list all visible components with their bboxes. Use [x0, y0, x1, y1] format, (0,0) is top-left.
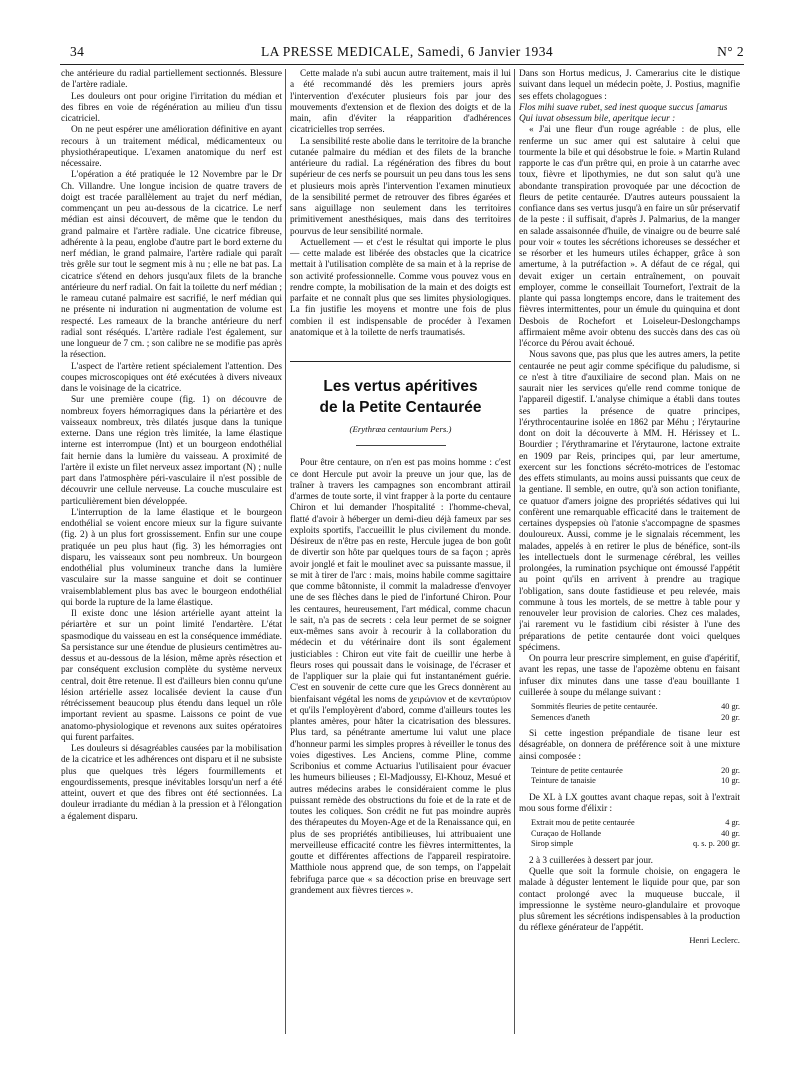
author-signature: Henri Leclerc. [689, 934, 740, 945]
column-divider [514, 69, 515, 1034]
paragraph: Nous savons que, pas plus que les autres amers, la petite centaurée ne peut agir comme spécifique du paludisme, si ce n'est à titre d'auxiliaire de second plan. Mais on ne saurait nier les services qu'elle rend comme tonique de l'appareil digestif. L'analyse chimique a établi dans toutes ses parties la présence de quatre principes, l'érythrocentaurine isolée en 1862 par Méhu ; l'érytaurine dont on doit la découverte à MM. H. Hérissey et L. Bourdier ; l'érythramarine et l'érytaurone, lactone extraite en 1909 par Reis, principes qui, par leur amertume, exercent sur les fonctions sécréto-motrices de l'estomac des effets stimulants, au moins aussi puissants que ceux de la gentiane. Il semble, en outre, qu'à son action tonifiante, ce quatuor d'amers joigne des propriétés sédatives qui lui confèrent une remarquable efficacité dans le traitement de certaines dyspepsies où l'atonie s'accompagne de spasmes douloureux. Aussi, comme je le signalais récemment, les malades, appelés à en retirer le plus de bénéfice, sont-ils les intellectuels dont le surmenage cérébral, les veilles prolongées, la rumination psychique ont émoussé l'appétit au point qu'ils en arrivent à prendre au tragique l'obligation, sans doute fastidieuse et peu relevée, mais commune à tous les mortels, de se mettre à table pour y renouveler leur provision de calories. Chez ces malades, j'ai rarement vu le fastidium cibi résister à l'une des préparations de petite centaurée dont voici quelques spécimens. [519, 350, 740, 653]
column-1 [61, 69, 282, 1034]
recipe-row: Sirop simple q. s. p. 200 gr. [531, 839, 740, 849]
paragraph: Quelle que soit la formule choisie, on engagera le malade à déguster lentement le liquide pour que, par son contact prolongé avec la muqueuse buccale, il impressionne le système neuro-glandulaire et provoque plus sûrement les sécrétions indispensables à la production du réflexe générateur de l'appétit. [519, 867, 740, 934]
paragraph: De XL à LX gouttes avant chaque repas, soit à l'extrait mou sous forme d'élixir : [519, 792, 740, 814]
recipe-table [519, 766, 740, 787]
recipe-row: Curaçao de Hollande 40 gr. [531, 828, 740, 838]
paragraph: Sur une première coupe (fig. 1) on découvre de nombreux foyers hémorragiques dans la périartère et des vaisseaux nombreux, très dilatés jusque dans la tunique externe. Dans une région très limitée, la lame élastique interne est interrompue (Int) et un bourgeon endothélial fait hernie dans la lumière du vaisseau. A proximité de l'artère il existe un filet nerveux assez important (N) ; nulle part dans l'atmosphère péri-vasculaire il n'est possible de découvrir une cellule nerveuse. La couche musculaire est particulièrement bien développée. [61, 395, 282, 507]
article-subtitle: (Erythræa centaurium Pers.) [349, 424, 452, 434]
paragraph: Cette malade n'a subi aucun autre traitement, mais il lui a été recommandé dès les premiers jours après l'intervention d'exécuter plusieurs fois par jour des mouvements d'extension et de flexion des doigts et de la main, afin d'éviter la réapparition d'adhérences cicatricielles trop serrées. [290, 69, 511, 136]
page-number: 34 [70, 44, 85, 59]
recipe-row: Extrait mou de petite centaurée 4 gr. [531, 818, 740, 828]
journal-title: LA PRESSE MEDICALE, Samedi, 6 Janvier 1934 [260, 44, 554, 59]
paragraph: La sensibilité reste abolie dans le territoire de la branche cutanée palmaire du médian et des filets de la branche antérieure du radial. La régénération des fibres du bout supérieur de ces nerfs se poursuit un peu dans tous les sens et plusieurs mois après l'intervention l'examen minutieux de la sensibilité permet de retrouver des fibres égarées et sans aiguillage non seulement dans les territoires primitivement anesthésiques, mais dans des territoires pourvus de leur sensibilité normale. [290, 136, 511, 237]
subtitle-rule [356, 445, 446, 446]
recipe-table [519, 702, 740, 723]
header-rule [60, 64, 744, 65]
recipe-row: Sommités fleuries de petite centaurée. 40 gr. [531, 702, 740, 711]
article-title-line-2: de la Petite Centaurée [319, 399, 482, 416]
paragraph: Pour être centaure, on n'en est pas moins homme : c'est ce dont Hercule put avoir la preuve un jour que, las de traîner à travers les campagnes son encombrant attirail d'armes de toute sorte, il vint frapper à la porte du centaure Chiron et lui demander l'hospitalité : l'homme-cheval, flatté d'avoir à héberger un demi-dieu déjà fameux par ses exploits sportifs, l'accueillit le plus civilement du monde. Désireux de n'être pas en reste, Hercule jugea de bon goût de divertir son hôte par quelques tours de sa façon ; après avoir jonglé et fait le moulinet avec sa puissante massue, il se mit à tirer de l'arc : mais, moins habile comme sagittaire que comme bâtonniste, il commit la maladresse d'envoyer une de ses flèches dans le pied de l'infortuné Chiron. Pour les centaures, heureusement, l'art médical, comme chacun le sait, n'a pas de secrets : cela leur permet de se soigner eux-mêmes sans avoir à recourir à la collaboration du médecin et du vétérinaire dont ils sont également justiciables : Chiron eut vite fait de cueillir une herbe à fleurs roses qui poussait dans le voisinage, de l'écraser et de l'appliquer sur la plaie qui fut instantanément guérie. C'est en souvenir de cette cure que les Grecs donnèrent au bienfaisant végétal les noms de χειρώνιον et de κενταύριον et qu'ils l'employèrent d'abord, comme d'ailleurs toutes les plantes amères, pour hâter la cicatrisation des blessures. Plus tard, sa pénétrante amertume lui valut une place d'honneur parmi les simples propres à réveiller le tonus des voies digestives. Les Anciens, comme Pline, comme Scribonius et comme Actuarius l'utilisaient pour évacuer les humeurs bilieuses ; El-Madjoussy, El-Khouz, Mesué et autres médecins arabes le considéraient comme le plus puissant remède des obstructions du foie et de la rate et de toutes les coliques. Son crédit ne fut pas moindre auprès des thérapeutes du Moyen-Age et de la Renaissance qui, en plus de ses propriétés antibilieuses, lui attribuaient une merveilleuse efficacité contre les fièvres intermittentes, la goutte et différentes affections de l'appareil respiratoire. Matthiole nous apprend que, de son temps, on l'appelait febrifuga parce que « sa décoction prise en breuvage sert grandement aux fièvres tierces ». [290, 458, 511, 896]
paragraph: On ne peut espérer une amélioration définitive en ayant recours à un traitement médical, médicamenteux ou physiothérapeutique. L'examen anatomique du nerf est nécessaire. [61, 125, 282, 169]
recipe-row: Semences d'aneth 20 gr. [531, 712, 740, 722]
paragraph: Les douleurs si désagréables causées par la mobilisation de la cicatrice et les adhérences ont disparu et il ne subsiste plus que quelques très légers fourmillements et engourdissements, presque inévitables lorsqu'un nerf a été atteint, ouvert et que des fibres ont été sectionnées. La douleur irradiante du médian à la pression et à l'élongation a également disparu. [61, 744, 282, 822]
paragraph: Les douleurs ont pour origine l'irritation du médian et des fibres en voie de régénération au milieu d'un tissu cicatriciel. [61, 91, 282, 124]
article-separator [290, 361, 511, 362]
recipe-row: Teinture de tanaisie 10 gr. [531, 776, 740, 786]
paragraph: 2 à 3 cuillerées à dessert par jour. [529, 855, 653, 866]
recipe-table [519, 818, 740, 850]
latin-verse-line: Qui iuvat obsessum bile, aperitque iecur : [519, 114, 676, 124]
paragraph: che antérieure du radial partiellement sectionnés. Blessure de l'artère radiale. [61, 69, 282, 91]
paragraph: Dans son Hortus medicus, J. Camerarius cite le distique suivant dans lequel un médecin poète, J. Postius, magnifie ses effets cholagogues : [519, 69, 740, 102]
issue-number: N° 2 [717, 44, 744, 59]
latin-verse-line: Flos mihi suave rubet, sed inest quoque succus [amarus [519, 102, 728, 113]
paragraph: Il existe donc une lésion artérielle ayant atteint la périartère et sur un point limité l'endartère. L'état spasmodique du vaisseau en est la conséquence immédiate. Sa persistance sur une étendue de plusieurs centimètres au-dessus et au-dessous de la lésion, même après résection et par conséquent exclusion complète du système nerveux central, doit être retenue. Il est d'ailleurs bien connu qu'une lésion artérielle assez localisée devient la cause d'un rétrécissement beaucoup plus étendu dans lequel un rôle important revient au spasme. Laissons ce point de vue anatomo-physiologique et revenons aux suites opératoires qui furent parfaites. [61, 609, 282, 743]
article-title-line-1: Les vertus apéritives [323, 378, 478, 395]
paragraph: Si cette ingestion prépandiale de tisane leur est désagréable, on donnera de préférence soit à une mixture ainsi composée : [519, 729, 740, 762]
paragraph: L'aspect de l'artère retient spécialement l'attention. Des coupes microscopiques ont été exécutées à divers niveaux dans le voisinage de la cicatrice. [61, 361, 282, 394]
paragraph: « J'ai une fleur d'un rouge agréable : de plus, elle renferme un suc amer qui est salutaire à celui que tourmente la bile et qui désobstrue le foie. » Martin Ruland rapporte le cas d'un prêtre qui, en proie à un catarrhe avec toux, fièvre et lipothymies, ne dut son salut qu'à une abondante transpiration provoquée par une décoction de fleurs de petite centaurée. D'autres auteurs poussaient la confiance dans ses vertus jusqu'à en faire un sûr préservatif de la peste : il suffisait, d'après J. Palmarius, de la manger en salade assaisonnée d'huile, de vinaigre ou de beurre salé pour voir « toutes les sécrétions ichoreuses se dessécher et se résorber et les humeurs utiles échapper, grâce à son amertume, à la putréfaction ». A défaut de ce régal, qui devait exiger un certain entraînement, on pouvait employer, comme le conseillait Tournefort, l'extrait de la plante qui passa longtemps encore, dans le traitement des fièvres intermittentes, pour un émule du quinquina et dont Desbois de Rochefort et Loiseleur-Deslongchamps affirmaient même avoir obtenu des succès dans des cas où l'écorce du Pérou avait échoué. [519, 125, 740, 349]
paragraph: L'interruption de la lame élastique et le bourgeon endothélial se voient encore mieux sur la figure suivante (fig. 2) à un plus fort grossissement. Enfin sur une coupe pratiquée un peu plus haut (fig. 3) les hémorragies ont disparu, les vaisseaux sont peu nombreux. Un bourgeon endothélial plus volumineux tranche dans la lumière vasculaire sur la masse sanguine et doit se continuer vraisemblablement plus bas avec le bourgeon endothélial qui borde la rupture de la lame élastique. [61, 507, 282, 608]
recipe-row: Teinture de petite centaurée 20 gr. [531, 765, 740, 775]
column-divider [285, 69, 286, 1034]
paragraph: L'opération a été pratiquée le 12 Novembre par le Dr Ch. Villandre. Une longue incision de quatre travers de doigt est tracée parallèlement au trajet du nerf médian, commençant un peu au-dessous de la cicatrice. Le nerf médian est ainsi découvert, de même que le tendon du grand palmaire et l'artère radiale. Une cicatrice fibreuse, adhérente à la peau, englobe d'autre part le bord externe du nerf médian, le grand palmaire, l'artère radiale qui paraît très grêle sur tout le segment mis à nu ; elle ne bat pas. La cicatrice s'étend en dehors jusqu'aux filets de la branche antérieure du nerf radial. On fait la toilette du nerf médian ; le rameau cutané palmaire est sacrifié, le nerf médian qui ne présente ni induration ni augmentation de volume est respecté. Les rameaux de la branche antérieure du nerf radial sont réséqués. L'artère radiale l'est également, sur une longueur de 7 cm. ; son calibre ne se modifie pas après la résection. [61, 170, 282, 361]
paragraph: Actuellement — et c'est le résultat qui importe le plus — cette malade est libérée des obstacles que la cicatrice mettait à l'utilisation complète de sa main et à la reprise de son activité professionnelle. Comme vous pouvez vous en rendre compte, la mobilisation de la main et des doigts est parfaite et ne connaît plus que ses limites physiologiques. La fin justifie les moyens et montre une fois de plus combien il est indispensable de procéder à l'examen anatomique et à la toilette de nerfs traumatisés. [290, 237, 511, 338]
paragraph: On pourra leur prescrire simplement, en guise d'apéritif, avant les repas, une tasse de l'apozème obtenu en faisant infuser dix minutes dans une tasse d'eau bouillante 1 cuillerée à soupe du mélange suivant : [519, 654, 740, 698]
running-header [70, 44, 744, 60]
column-2 [290, 69, 511, 1034]
column-3 [519, 69, 740, 1034]
